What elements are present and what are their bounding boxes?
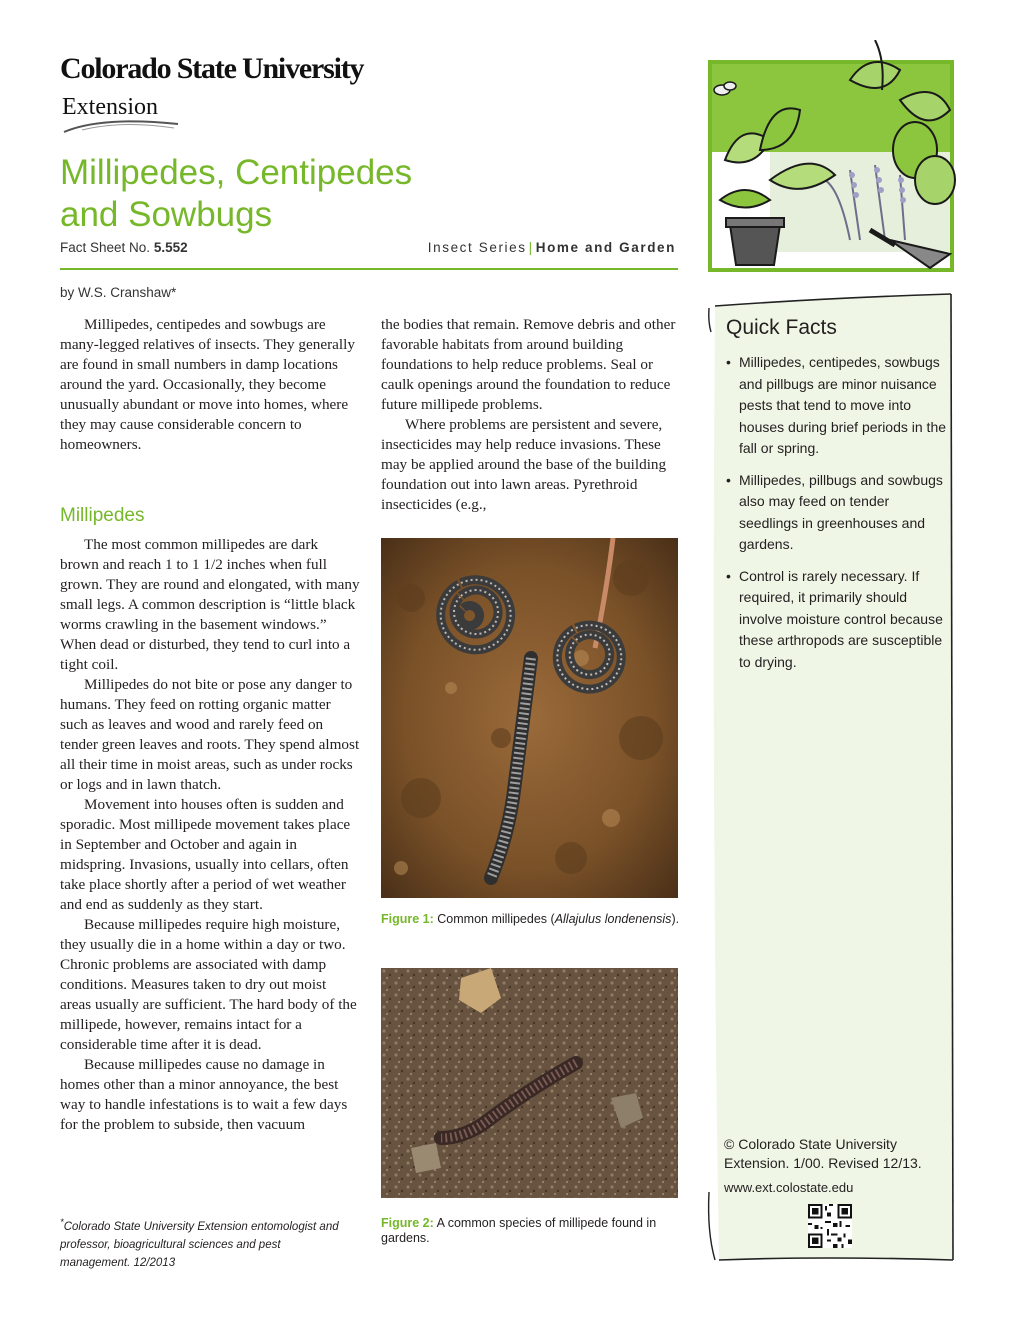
millipedes-paragraph: Movement into houses often is sudden and sporadic. Most millipede movement takes place in September and October and again in midspring. Invasions, usually into cellars, often take place shortly after a period of wet weather and end as suddenly as they start. (60, 796, 351, 913)
millipedes-paragraph: The most common millipedes are dark brown and reach 1 to 1 1/2 inches when full grown. They are round and elongated, with many small legs. A common description is “little black worms crawling in the basement windows.” When dead or disturbed, they tend to curl into a tight coil. (60, 536, 360, 673)
figure-2-photo (381, 968, 678, 1198)
qr-code (808, 1204, 852, 1248)
author-line: by W.S. Cranshaw* (60, 285, 177, 300)
title-line-1: Millipedes, Centipedes (60, 153, 413, 192)
figure-2-caption: Figure 2: A common species of millipede found in gardens. (381, 1216, 657, 1245)
plant-illustration (700, 40, 962, 272)
column2-paragraph: the bodies that remain. Remove debris and other favorable habitats from around building foundations to help reduce problems. Seal or caulk openings around the foundation to reduce future millipede problems. (381, 316, 676, 413)
millipedes-paragraph: Because millipedes cause no damage in homes other than a minor annoyance, the best way to handle infestations is to wait a few days for the problem to subside, then vacuum (60, 1056, 348, 1133)
page-title (60, 152, 620, 236)
series-label: Insect Series (427, 240, 527, 255)
quick-fact-item: • Control is rarely necessary. If required, it primarily should involve moisture control because these arthropods are susceptible to drying. (726, 567, 943, 670)
intro-paragraph: Millipedes, centipedes and sowbugs are many-legged relatives of insects. They generally are found in small numbers in damp locations around the yard. Occasionally, they become unusually abundant or move into homes, where they may cause considerable concern to homeowners. (60, 316, 355, 453)
series-category: Home and Garden (535, 240, 676, 255)
section-heading-millipedes: Millipedes (60, 505, 145, 526)
quick-facts-title: Quick Facts (726, 316, 837, 339)
title-rule (60, 268, 678, 270)
quick-facts-list (722, 352, 947, 683)
column2-body (381, 315, 681, 515)
website-link[interactable]: www.ext.colostate.edu (724, 1180, 854, 1195)
author-footnote: *Colorado State University Extension entomologist and professor, bioagricultural sciences and pest management. 12/2013 (60, 1217, 339, 1269)
quick-fact-item: • Millipedes, centipedes, sowbugs and pillbugs are minor nuisance pests that tend to move into houses during brief periods in the fall or spring. (726, 354, 947, 456)
figure-1-photo (381, 538, 678, 898)
extension-logo: Extension (62, 94, 158, 120)
series-separator: | (528, 240, 534, 255)
figure-1-caption: Figure 1: Common millipedes (Allajulus londenensis). (381, 912, 680, 926)
copyright-notice: © Colorado State University Extension. 1/00. Revised 12/13. (724, 1136, 922, 1171)
millipedes-paragraph: Because millipedes require high moisture, they usually die in a home within a day or two. Chronic problems are associated with damp conditions. Measures taken to dry out moist areas usually are sufficient. The hard body of the millipede, however, remains intact for a considerable time after it is dead. (60, 916, 357, 1053)
fact-sheet-number: 5.552 (153, 240, 188, 255)
millipedes-body (60, 535, 360, 1135)
fact-sheet-label: Fact Sheet No. (60, 240, 151, 255)
quick-fact-item: • Millipedes, pillbugs and sowbugs also may feed on tender seedlings in greenhouses and gardens. (726, 471, 943, 552)
extension-swoosh (62, 112, 182, 134)
millipedes-paragraph: Millipedes do not bite or pose any danger to humans. They feed on rotting organic matter such as leaves and wood and rarely feed on tender green leaves and roots. They spend almost all their time in moist areas, such as under rocks or logs and in lawn thatch. (60, 676, 360, 793)
university-logo: Colorado State University (60, 52, 364, 85)
column2-paragraph: Where problems are persistent and severe, insecticides may help reduce invasions. These may be applied around the base of the building foundation out into lawn areas. Pyrethroid insecticides (e.g., (381, 416, 667, 513)
title-line-2: and Sowbugs (60, 195, 273, 234)
